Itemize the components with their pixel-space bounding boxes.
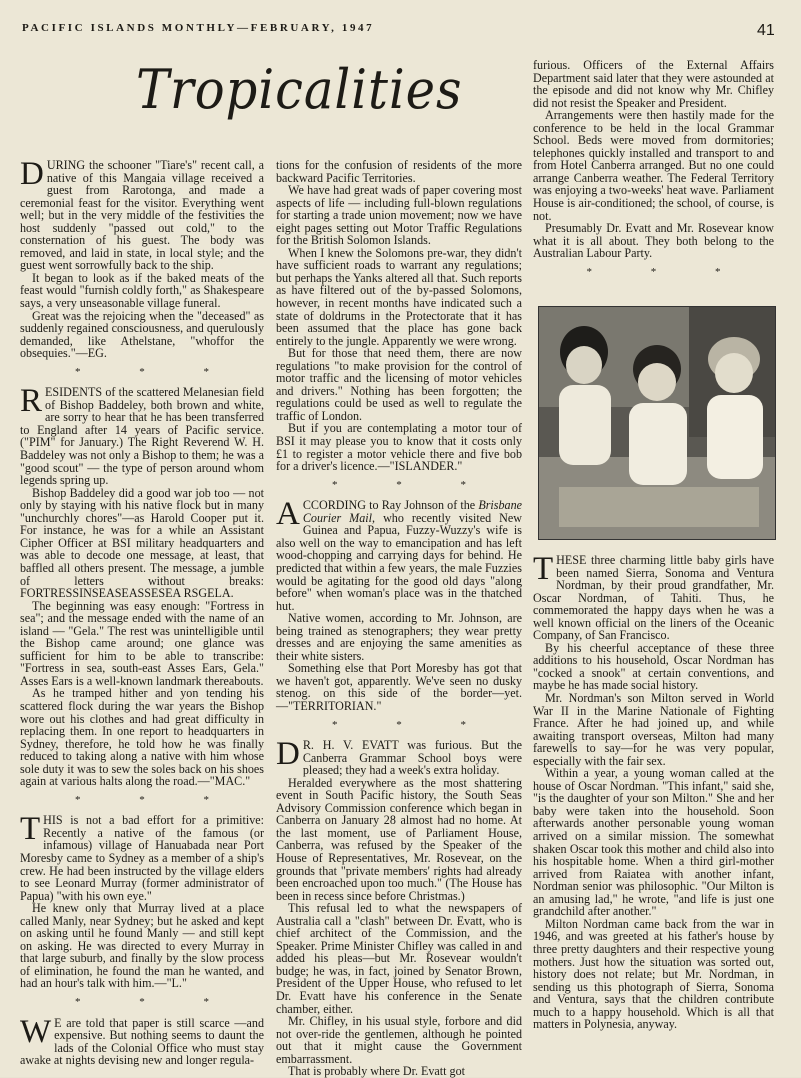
running-head: PACIFIC ISLANDS MONTHLY—FEBRUARY, 1947 (22, 22, 375, 34)
photo-image (539, 307, 775, 539)
paragraph: We have had great wads of paper covering most aspects of life — including full-blown regulations for starting a trade union movement; now we have eight pages setting out Motor Traffic Regulations for the British Solomon Islands. (276, 183, 522, 248)
paragraph: W E are told that paper is still scarce —and expensive. But nothing seems to daunt the lads of the Colonial Office who must stay awake at nights devising new and longer regula- (20, 1013, 264, 1068)
paragraph: This refusal led to what the newspapers of Australia call a "clash" between Dr. Evatt, who is chief architect of the Commission, and the Speaker. Prime Minister Chifley was called in and added his pleas—but Mr. Rosevear wouldn't budge; he was, in fact, joined by Senator Brown, President of the Upper House, who refused to let Dr. Evatt have his conference in the Senate chamber, either. (276, 901, 522, 1016)
paragraph: By his cheerful acceptance of these three additions to his household, Oscar Nordman has "cocked a snook" at certain conventions, and maybe he has made social history. (533, 640, 774, 693)
drop-cap: A (276, 496, 300, 533)
drop-cap: T (533, 551, 554, 587)
section-divider: * * * (75, 365, 237, 378)
drop-cap: D (276, 736, 300, 773)
paragraph: THIS is not a bad effort for a primitive: Recently a native of the famous (or infamous) village of Hanuabada near Port Moresby came to Sydney as a member of a ship's crew. He had been instructed by the village elders to see Leonard Murray (former administrator of Papua) "with his own eye." (20, 811, 264, 903)
paragraph: THESE three charming little baby girls have been named Sierra, Sonoma and Ventura Nordman, by their proud grandfather, Mr. Oscar Nordman, of Tahiti. Thus, he commemorated the happy days when he was a well known official on the liners of the Oceanic Company, of San Francisco. (533, 551, 774, 643)
paragraph: That is probably where Dr. Evatt got (288, 1064, 465, 1078)
paragraph: Mr. Chifley, in his usual style, forbore and did not over-ride the gentlemen, although he pointed out that it might cause the Government embarrassment. (276, 1014, 522, 1066)
column-1 (20, 156, 264, 1068)
paragraph: When I knew the Solomons pre-war, they didn't have sufficient roads to warrant any regulations; but perhaps the Yanks altered all that. Such reports as have filtered out of the by-passed Solomons, however, in recent months have indicated such a state of doldrums in the Protectorate that it has been assumed that the place has gone back entirely to the jungle. Apparently we were wrong. (276, 245, 522, 348)
section-divider: * * * (75, 996, 237, 1008)
paragraph: Presumably Dr. Evatt and Mr. Rosevear know what it is all about. They both belong to the Australian Labour Party. (533, 221, 774, 261)
paragraph: furious. Officers of the External Affairs Department said later that they were astounded at the episode and did not know why Mr. Chifley did not resist the Speaker and President. (533, 58, 774, 110)
paragraph: Within a year, a young woman called at the house of Oscar Nordman. "This infant," said she, "is the daughter of your son Milton." She and her baby were taken into the household. Soon afterwards another personable young woman arrived on a similar mission. The somewhat shaken Oscar took this mother and child also into his hospitable home. When a third girl-mother arrived from Raiatea with another infant, Nordman senior was philosophic. "Our Milton is an amusing lad," he wrote, "and life is just one grandchild after another." (533, 766, 774, 919)
paragraph: tions for the confusion of residents of the more backward Pacific Territories. (276, 158, 522, 185)
drop-cap: W (20, 1013, 52, 1050)
drop-cap: D (20, 156, 44, 192)
paragraph: D R. H. V. EVATT was furious. But the Canberra Grammar School boys were pleased; they had a week's extra holiday. (276, 736, 522, 778)
section-divider: * * * (332, 478, 494, 491)
photo-three-baby-girls (538, 306, 776, 540)
paragraph: RESIDENTS of the scattered Melanesian field of Bishop Baddeley, both brown and white, are sorry to hear that he has been transferred to England after 14 years of Pacific service. ("PIM" for January.) The Right Reverend W. H. Baddeley was not only a Bishop to them; he was a "good scout" — the type of person around whom legends spring up. (20, 383, 264, 488)
column-3-top (533, 59, 774, 286)
paragraph: The beginning was easy enough: "Fortress in sea"; and the message ended with the name of an island — "Gela." The rest was unintelligible until the Bishop came around; one glance was sufficient for him to be able to transcribe: "Fortress in sea, south-east Asses Ears, Gela." Asses Ears is a well-known landmark thereabouts. (20, 598, 264, 688)
newspaper-title: Brisbane Courier Mail (302, 498, 522, 525)
paragraph: DURING the schooner "Tiare's" recent call, a native of this Mangaia village received a guest from Rarotonga, and made a ceremonial feast for the visitor. Everything went well; but in the very middle of the festivities the host suddenly "passed out cold," to the consternation of his guest. The body was removed, and laid in state, in local style; and the guest went sorrowfully back to the ship. (20, 156, 264, 273)
drop-cap: R (20, 383, 43, 420)
section-divider: * * * (332, 718, 494, 731)
section-divider: * * * (75, 793, 237, 806)
paragraph: It began to look as if the baked meats of the feast would "furnish coldly forth," as Shakespeare says, a very unseasonable village funeral. (20, 270, 264, 311)
paragraph: Bishop Baddeley did a good war job too — not only by staying with his native flock but in many "unchurchly chores"—as Harold Cooper put it. For instance, he was for a while an Assistant Cipher Officer at BSI military headquarters and was able to decode one message, at least, that baffled all others present. The message, a jumble of letters without breaks: FORTRESSINSEASEASSESEA RSGELA. (20, 485, 264, 601)
paragraph: Something else that Port Moresby has got that we haven't got, apparently. We've seen no dusky stenog. on this side of the border—yet.—"TERRITORIAN." (276, 661, 522, 713)
paragraph: Great was the rejoicing when the "deceased" as suddenly regained consciousness, and querulously demanded, like Athelstane, "whoffor the obsequies."—EG. (20, 308, 264, 361)
paragraph: Heralded everywhere as the most shattering event in South Pacific history, the South Seas Advisory Commission conference which began in Canberra on January 28 almost had no home. At the last moment, use of Parliament House, Canberra, was refused by the Speaker of the House of Representatives, Mr. Rosevear, on the grounds that "private members' rights had already been encroached upon too much." (The House has been in recess since before Christmas.) (276, 775, 522, 903)
paragraph: Mr. Nordman's son Milton served in World War II in the Marine Nationale of Fighting France. After he had joined up, and while awaiting transport overseas, Milton had many farewells to say—for he was very popular, especially with the fair sex. (533, 691, 774, 768)
paragraph: But for those that need them, there are now regulations "to make provision for the control of motor traffic and the licensing of motor vehicles and drivers." Nothing has been forgotten; the regulations could be used as well to regulate the traffic of London. (276, 346, 522, 423)
page-number: 41 (757, 22, 775, 39)
column-3-bottom (533, 551, 774, 1032)
drop-cap: T (20, 811, 41, 848)
paragraph: As he tramped hither and yon tending his scattered flock during the war years the Bishop wore out his clothes and had great difficulty in replacing them. In one report to headquarters in Sydney, therefore, he told how he was finally reduced to taking along a native with him whose sole duty it was to sew the soles back on his shoes again at various halts along the road.—"MAC." (20, 686, 264, 789)
paragraph: Arrangements were then hastily made for the conference to be held in the local Grammar School. Beds were moved from dormitories; telephones quickly installed and transport to and from Hotel Canberra arranged. But no one could arrange Canberra weather. The Federal Territory was enjoying a two-weeks' heat wave. Parliament House is air-conditioned; the school, of course, is not. (533, 108, 774, 223)
section-divider: * * * (586, 265, 749, 278)
section-title: Tropicalities (136, 58, 463, 121)
paragraph: ACCORDING to Ray Johnson of the Brisbane Courier Mail, who recently visited New Guinea and Papua, Fuzzy-Wuzzy's wife is also well on the way to emancipation and has left wood-chopping and carrying days for behind. He predicted that within a few years, the male Fuzzies would be agitating for the good old days "along before" when woman's place was in the thatched hut. (276, 496, 522, 613)
column-2 (276, 159, 522, 1078)
paragraph: Native women, according to Mr. Johnson, are being trained as stenographers; they wear pretty dresses and are enjoying the same amenities as their white sisters. (276, 611, 522, 663)
paragraph: Milton Nordman came back from the war in 1946, and was greeted at his father's house by three pretty daughters and their respective young mothers. Just how the situation was sorted out, history does not relate; but Mr. Nordman, in sending us this photograph of Sierra, Sonoma and Ventura, says that the children contribute much to a happy household. Which is all that matters in Polynesia, anyway. (533, 916, 774, 1032)
paragraph: He knew only that Murray lived at a place called Manly, near Sydney; but he asked and kept on asking until he found Manly — and still kept on asking. He was directed to every Murray in that large suburb, and finally by the slow process of elimination, he found the man he wanted, and had an hour's talk with him.—"L." (20, 901, 264, 991)
paragraph: But if you are contemplating a motor tour of BSI it may please you to know that it costs only £1 to register a motor vehicle there and five bob for a driver's licence.—"ISLANDER." (276, 421, 522, 474)
